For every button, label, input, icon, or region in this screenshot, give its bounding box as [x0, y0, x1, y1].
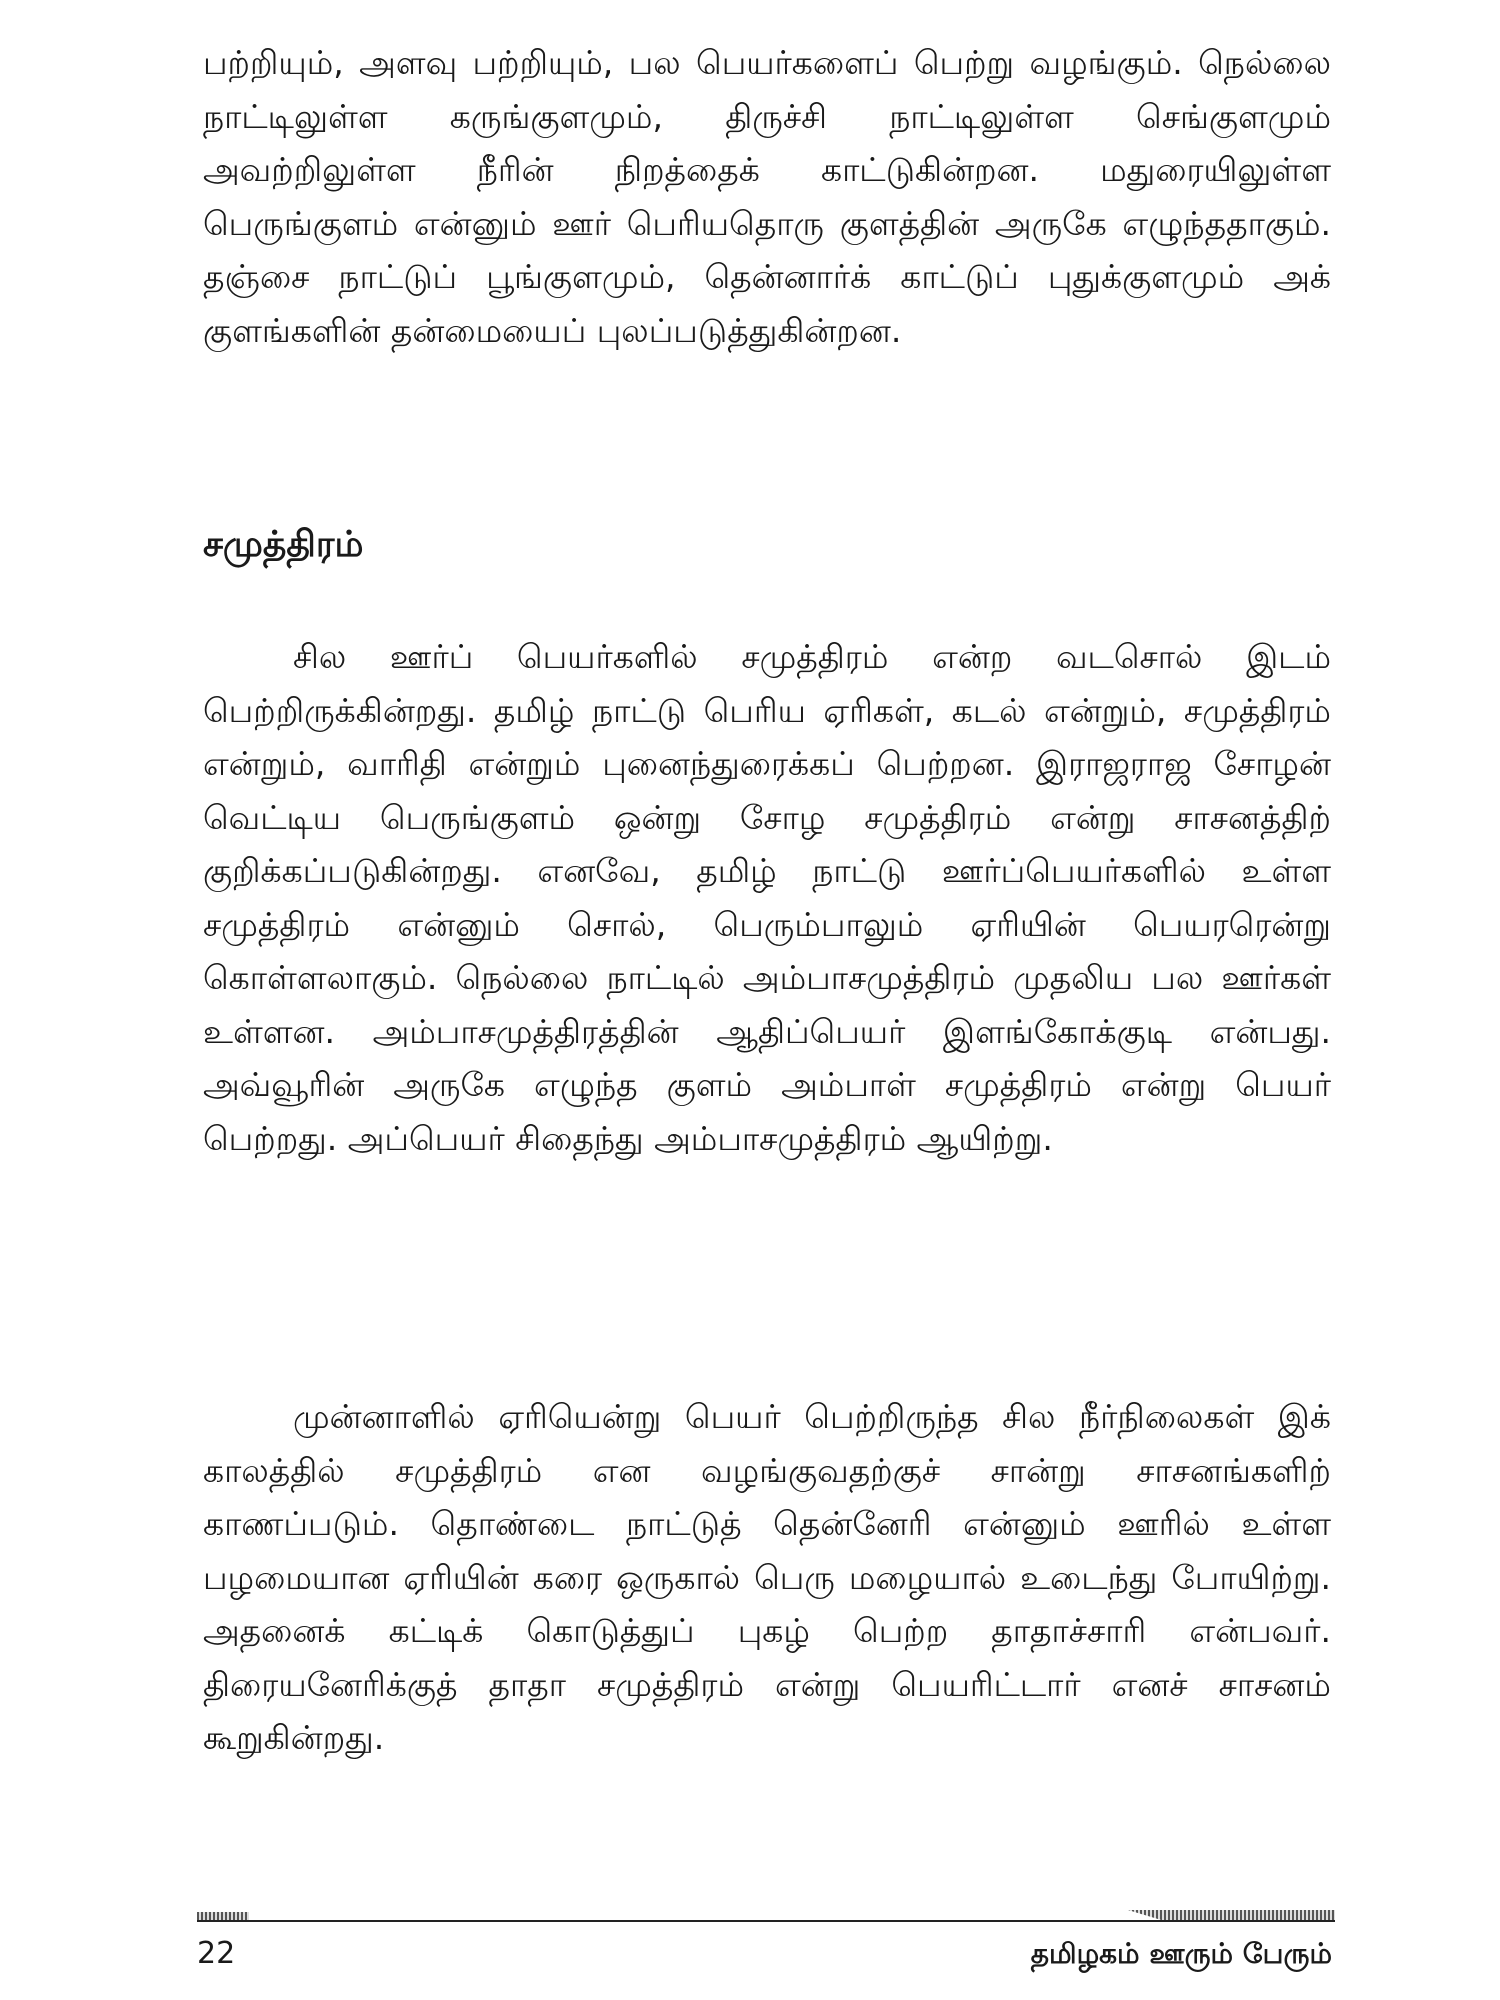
- footer-rule: [197, 1920, 1335, 1922]
- footer-rule-ornament-left: [197, 1912, 249, 1920]
- section-heading: சமுத்திரம்: [203, 524, 364, 565]
- footer-rule-ornament-right: [1128, 1910, 1335, 1920]
- running-title: தமிழகம் ஊரும் பேரும்: [1030, 1937, 1332, 1970]
- paragraph: சில ஊர்ப் பெயர்களில் சமுத்திரம் என்ற வடசொல் இடம் பெற்றிருக்கின்றது. தமிழ் நாட்டு பெரிய ஏரிகள், கடல் என்றும், சமுத்திரம் என்றும், வாரிதி என்றும் புனைந்துரைக்கப் பெற்றன. இராஜராஜ சோழன் வெட்டிய பெருங்குளம் ஒன்று சோழ சமுத்திரம் என்று சாசனத்திற் குறிக்கப்படுகின்றது. எனவே, தமிழ் நாட்டு ஊர்ப்பெயர்களில் உள்ள சமுத்திரம் என்னும் சொல், பெரும்பாலும் ஏரியின் பெயரரென்று கொள்ளலாகும். நெல்லை நாட்டில் அம்பாசமுத்திரம் முதலிய பல ஊர்கள் உள்ளன. அம்பாசமுத்திரத்தின் ஆதிப்பெயர் இளங்கோக்குடி என்பது. அவ்வூரின் அருகே எழுந்த குளம் அம்பாள் சமுத்திரம் என்று பெயர் பெற்றது. அப்பெயர் சிதைந்து அம்பாசமுத்திரம் ஆயிற்று.: [203, 637, 1331, 1158]
- paragraph: முன்னாளில் ஏரியென்று பெயர் பெற்றிருந்த சில நீர்நிலைகள் இக் காலத்தில் சமுத்திரம் என வழங்குவதற்குச் சான்று சாசனங்களிற் காணப்படும். தொண்டை நாட்டுத் தென்னேரி என்னும் ஊரில் உள்ள பழமையான ஏரியின் கரை ஒருகால் பெரு மழையால் உடைந்து போயிற்று. அதனைக் கட்டிக் கொடுத்துப் புகழ் பெற்ற தாதாச்சாரி என்பவர். திரையனேரிக்குத் தாதா சமுத்திரம் என்று பெயரிட்டார் எனச் சாசனம் கூறுகின்றது.: [203, 1397, 1331, 1757]
- paragraph-continuation: பற்றியும், அளவு பற்றியும், பல பெயர்களைப் பெற்று வழங்கும். நெல்லை நாட்டிலுள்ள கருங்குளமும், திருச்சி நாட்டிலுள்ள செங்குளமும் அவற்றிலுள்ள நீரின் நிறத்தைக் காட்டுகின்றன. மதுரையிலுள்ள பெருங்குளம் என்னும் ஊர் பெரியதொரு குளத்தின் அருகே எழுந்ததாகும். தஞ்சை நாட்டுப் பூங்குளமும், தென்னார்க் காட்டுப் புதுக்குளமும் அக் குளங்களின் தன்மையைப் புலப்படுத்துகின்றன.: [203, 43, 1331, 350]
- page-number: 22: [197, 1936, 236, 1971]
